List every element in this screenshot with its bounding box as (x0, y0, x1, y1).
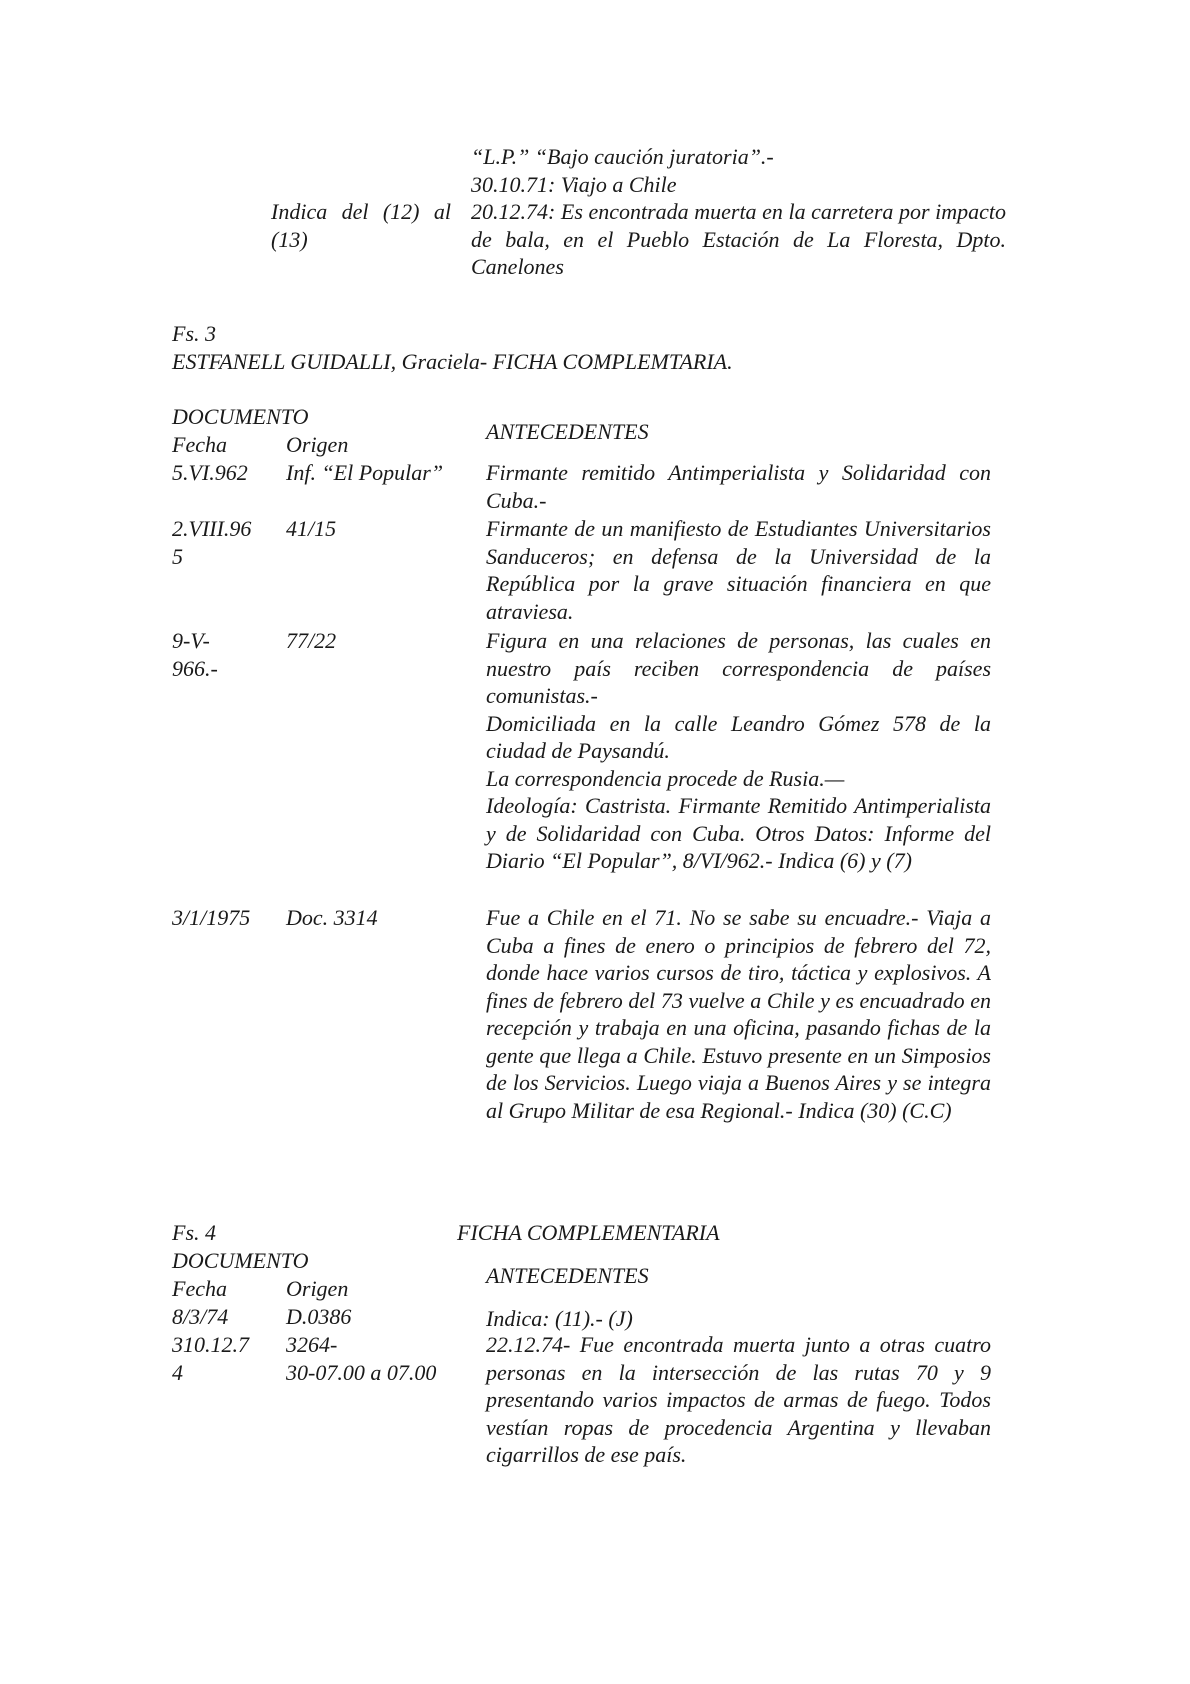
row-origen (286, 459, 466, 487)
origen-line: 30-07.00 a 07.00 (286, 1359, 437, 1385)
origen-line: 77/22 (286, 628, 337, 653)
origen-line: Doc. 3314 (286, 905, 378, 930)
fecha-line: 310.12.7 (172, 1332, 249, 1357)
row-fecha (172, 459, 272, 487)
header-fecha: Fecha (172, 432, 227, 457)
header-fecha: Fecha (172, 1276, 227, 1301)
row-origen (286, 1303, 476, 1331)
header-antecedentes: ANTECEDENTES (486, 419, 649, 444)
row-antecedente (486, 627, 991, 875)
row-origen (286, 515, 466, 543)
header-origen: Origen (286, 432, 349, 457)
antecedente-paragraph: Firmante de un manifiesto de Estudiantes Universitarios Sanduceros; en defensa de la Universidad de la República por la grave situación financiera en que atraviesa. (486, 516, 991, 624)
row-origen (286, 627, 466, 655)
header-origen: Origen (286, 1276, 349, 1301)
top-entry-label-line: Indica del (12) al (271, 199, 451, 224)
folio-number: Fs. 4 (172, 1220, 216, 1245)
row-fecha (172, 515, 272, 570)
fecha-line: 5.VI.962 (172, 460, 248, 485)
antecedente-paragraph: Ideología: Castrista. Firmante Remitido Antimperialista y de Solidaridad con Cuba. Otros Datos: Informe del Diario “El Popular”, 8/VI/962.- Indica (6) y (7) (486, 793, 991, 873)
antecedente-paragraph: Firmante remitido Antimperialista y Solidaridad con Cuba.- (486, 460, 991, 513)
top-entry-label (271, 198, 451, 253)
row-antecedente (486, 904, 991, 1124)
fecha-line: 2.VIII.96 (172, 516, 252, 541)
row-fecha (172, 627, 272, 682)
row-antecedente (486, 459, 991, 514)
origen-line: 3264- (286, 1332, 338, 1357)
folio-number: Fs. 3 (172, 321, 216, 346)
top-entry-text (471, 143, 1006, 281)
row-fecha (172, 1331, 272, 1386)
origen-line: Inf. “El Popular” (286, 460, 444, 485)
top-entry-paragraph: 20.12.74: Es encontrada muerta en la carretera por impacto de bala, en el Pueblo Estación de La Floresta, Dpto. Canelones (471, 199, 1006, 279)
header-antecedentes: ANTECEDENTES (486, 1263, 649, 1288)
row-fecha (172, 904, 272, 932)
antecedente-paragraph: 22.12.74- Fue encontrada muerta junto a otras cuatro personas en la intersección de las rutas 70 y 9 presentando varios impactos de armas de fuego. Todos vestían ropas de procedencia Argentina y llevaban cigarrillos de ese país. (486, 1332, 991, 1467)
antecedente-paragraph: Indica: (11).- (J) (486, 1306, 633, 1331)
fecha-line: 966.- (172, 655, 218, 681)
row-antecedente (486, 515, 991, 625)
row-origen (286, 1331, 476, 1386)
header-documento: DOCUMENTO (172, 1248, 309, 1273)
antecedente-paragraph: Domiciliada en la calle Leandro Gómez 578 de la ciudad de Paysandú. (486, 710, 991, 763)
top-entry-line: “L.P.” “Bajo caución juratoria”.- (471, 144, 774, 169)
top-entry-line: 30.10.71: Viajo a Chile (471, 171, 677, 197)
origen-line: 41/15 (286, 516, 337, 541)
antecedente-paragraph: Figura en una relaciones de personas, las cuales en nuestro país reciben correspondencia de países comunistas.- (486, 628, 991, 708)
fecha-line: 4 (172, 1359, 183, 1385)
header-documento: DOCUMENTO (172, 404, 309, 429)
section-title: FICHA COMPLEMENTARIA (457, 1220, 720, 1245)
fecha-line: 5 (172, 543, 183, 569)
row-fecha (172, 1303, 272, 1331)
fecha-line: 3/1/1975 (172, 905, 251, 930)
top-entry-label-line: (13) (271, 226, 308, 252)
fecha-line: 8/3/74 (172, 1304, 229, 1329)
row-origen (286, 904, 466, 932)
row-antecedente (486, 1331, 991, 1469)
origen-line: D.0386 (286, 1304, 352, 1329)
record-title: ESTFANELL GUIDALLI, Graciela- FICHA COMPLEMTARIA. (172, 349, 733, 374)
fecha-line: 9-V- (172, 628, 210, 653)
row-antecedente (486, 1305, 991, 1333)
antecedente-paragraph: Fue a Chile en el 71. No se sabe su encuadre.- Viaja a Cuba a fines de enero o principios de febrero del 72, donde hace varios cursos de tiro, táctica y explosivos. A fines de febrero del 73 vuelve a Chile y es encuadrado en recepción y trabaja en una oficina, pasando fichas de la gente que llega a Chile. Estuvo presente en un Simposios de los Servicios. Luego viaja a Buenos Aires y se integra al Grupo Militar de esa Regional.- Indica (30) (C.C) (486, 905, 991, 1123)
antecedente-paragraph: La correspondencia procede de Rusia.— (486, 765, 845, 791)
